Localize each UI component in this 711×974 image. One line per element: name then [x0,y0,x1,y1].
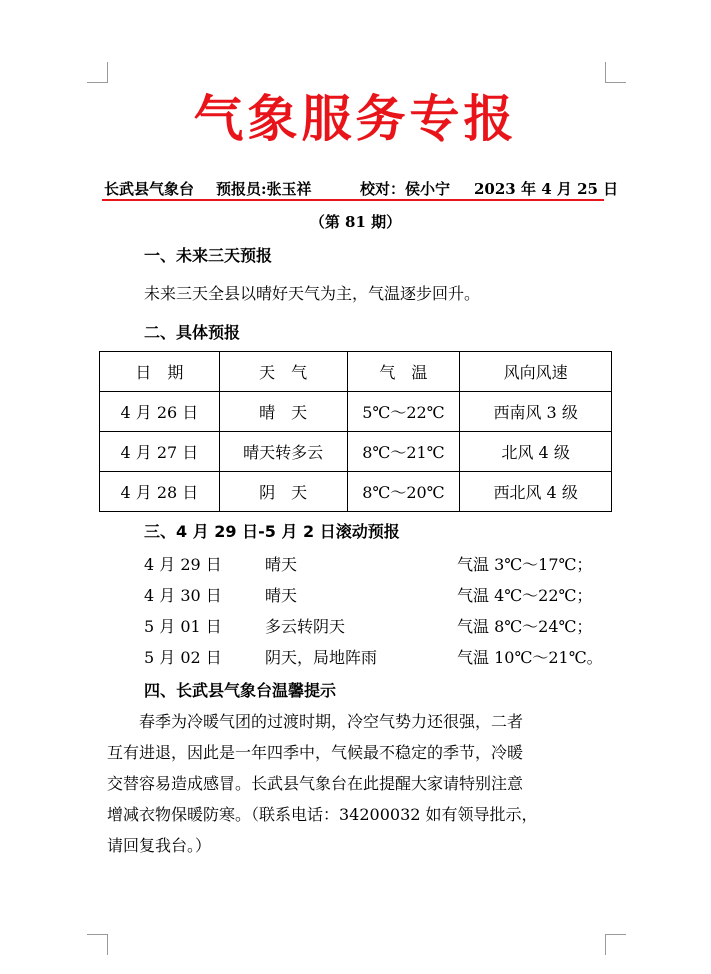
issue-number: （第 81 期） [309,213,402,231]
cell-weather: 晴 天 [219,392,347,432]
cell-wind: 西南风 3 级 [460,392,612,432]
rolling-date: 4 月 30 日 [144,586,222,605]
cell-wind: 北风 4 级 [460,432,612,472]
section1-heading: 一、未来三天预报 [144,246,273,265]
col-header-date: 日 期 [100,352,220,392]
cell-temp: 8℃～20℃ [347,472,460,512]
reminder-line: 增减衣物保暖防寒。（联系电话：34200032 如有领导批示， [107,805,538,824]
cell-date: 4 月 27 日 [100,432,220,472]
cell-weather: 阴 天 [219,472,347,512]
section1-text: 未来三天全县以晴好天气为主，气温逐步回升。 [144,284,481,303]
rolling-temp: 气温 3℃～17℃； [457,555,593,574]
col-header-wind: 风向风速 [460,352,612,392]
rolling-weather: 晴天 [265,586,298,605]
rolling-date: 5 月 01 日 [144,617,222,636]
section4-heading: 四、长武县气象台温馨提示 [144,681,337,700]
cell-temp: 5℃～22℃ [347,392,460,432]
page-corner-mark-bottom-left [87,934,108,955]
section2-heading: 二、具体预报 [144,323,241,342]
col-header-temp: 气 温 [347,352,460,392]
reminder-line: 交替容易造成感冒。长武县气象台在此提醒大家请特别注意 [107,774,524,793]
cell-temp: 8℃～21℃ [347,432,460,472]
rolling-date: 5 月 02 日 [144,648,222,667]
cell-date: 4 月 26 日 [100,392,220,432]
header-divider [102,199,604,201]
rolling-weather: 多云转阴天 [265,617,346,636]
section3-heading: 三、4 月 29 日-5 月 2 日滚动预报 [144,522,400,541]
cell-date: 4 月 28 日 [100,472,220,512]
reminder-line: 请回复我台。） [107,836,212,855]
header-org: 长武县气象台 [104,180,195,198]
reminder-line: 春季为冷暖气团的过渡时期，冷空气势力还很强，二者 [107,712,524,731]
page-corner-mark-top-right [605,62,626,83]
rolling-temp: 气温 4℃～22℃； [457,586,593,605]
header-forecaster: 预报员:张玉祥 [216,180,312,198]
page-corner-mark-bottom-right [605,934,626,955]
forecast-table [99,351,612,512]
rolling-temp: 气温 8℃～24℃； [457,617,593,636]
col-header-weather: 天 气 [219,352,347,392]
header-date: 2023 年 4 月 25 日 [474,180,619,198]
rolling-weather: 阴天，局地阵雨 [265,648,378,667]
table-row [100,392,612,432]
rolling-temp: 气温 10℃～21℃。 [457,648,603,667]
document-title: 气象服务专报 [193,90,518,148]
rolling-date: 4 月 29 日 [144,555,222,574]
header-checker: 校对：侯小宁 [360,180,451,198]
table-row [100,472,612,512]
table-row [100,432,612,472]
cell-weather: 晴天转多云 [219,432,347,472]
reminder-paragraph [107,706,607,861]
page-corner-mark-top-left [87,62,108,83]
rolling-weather: 晴天 [265,555,298,574]
cell-wind: 西北风 4 级 [460,472,612,512]
table-header-row [100,352,612,392]
reminder-line: 互有进退，因此是一年四季中，气候最不稳定的季节，冷暖 [107,743,524,762]
